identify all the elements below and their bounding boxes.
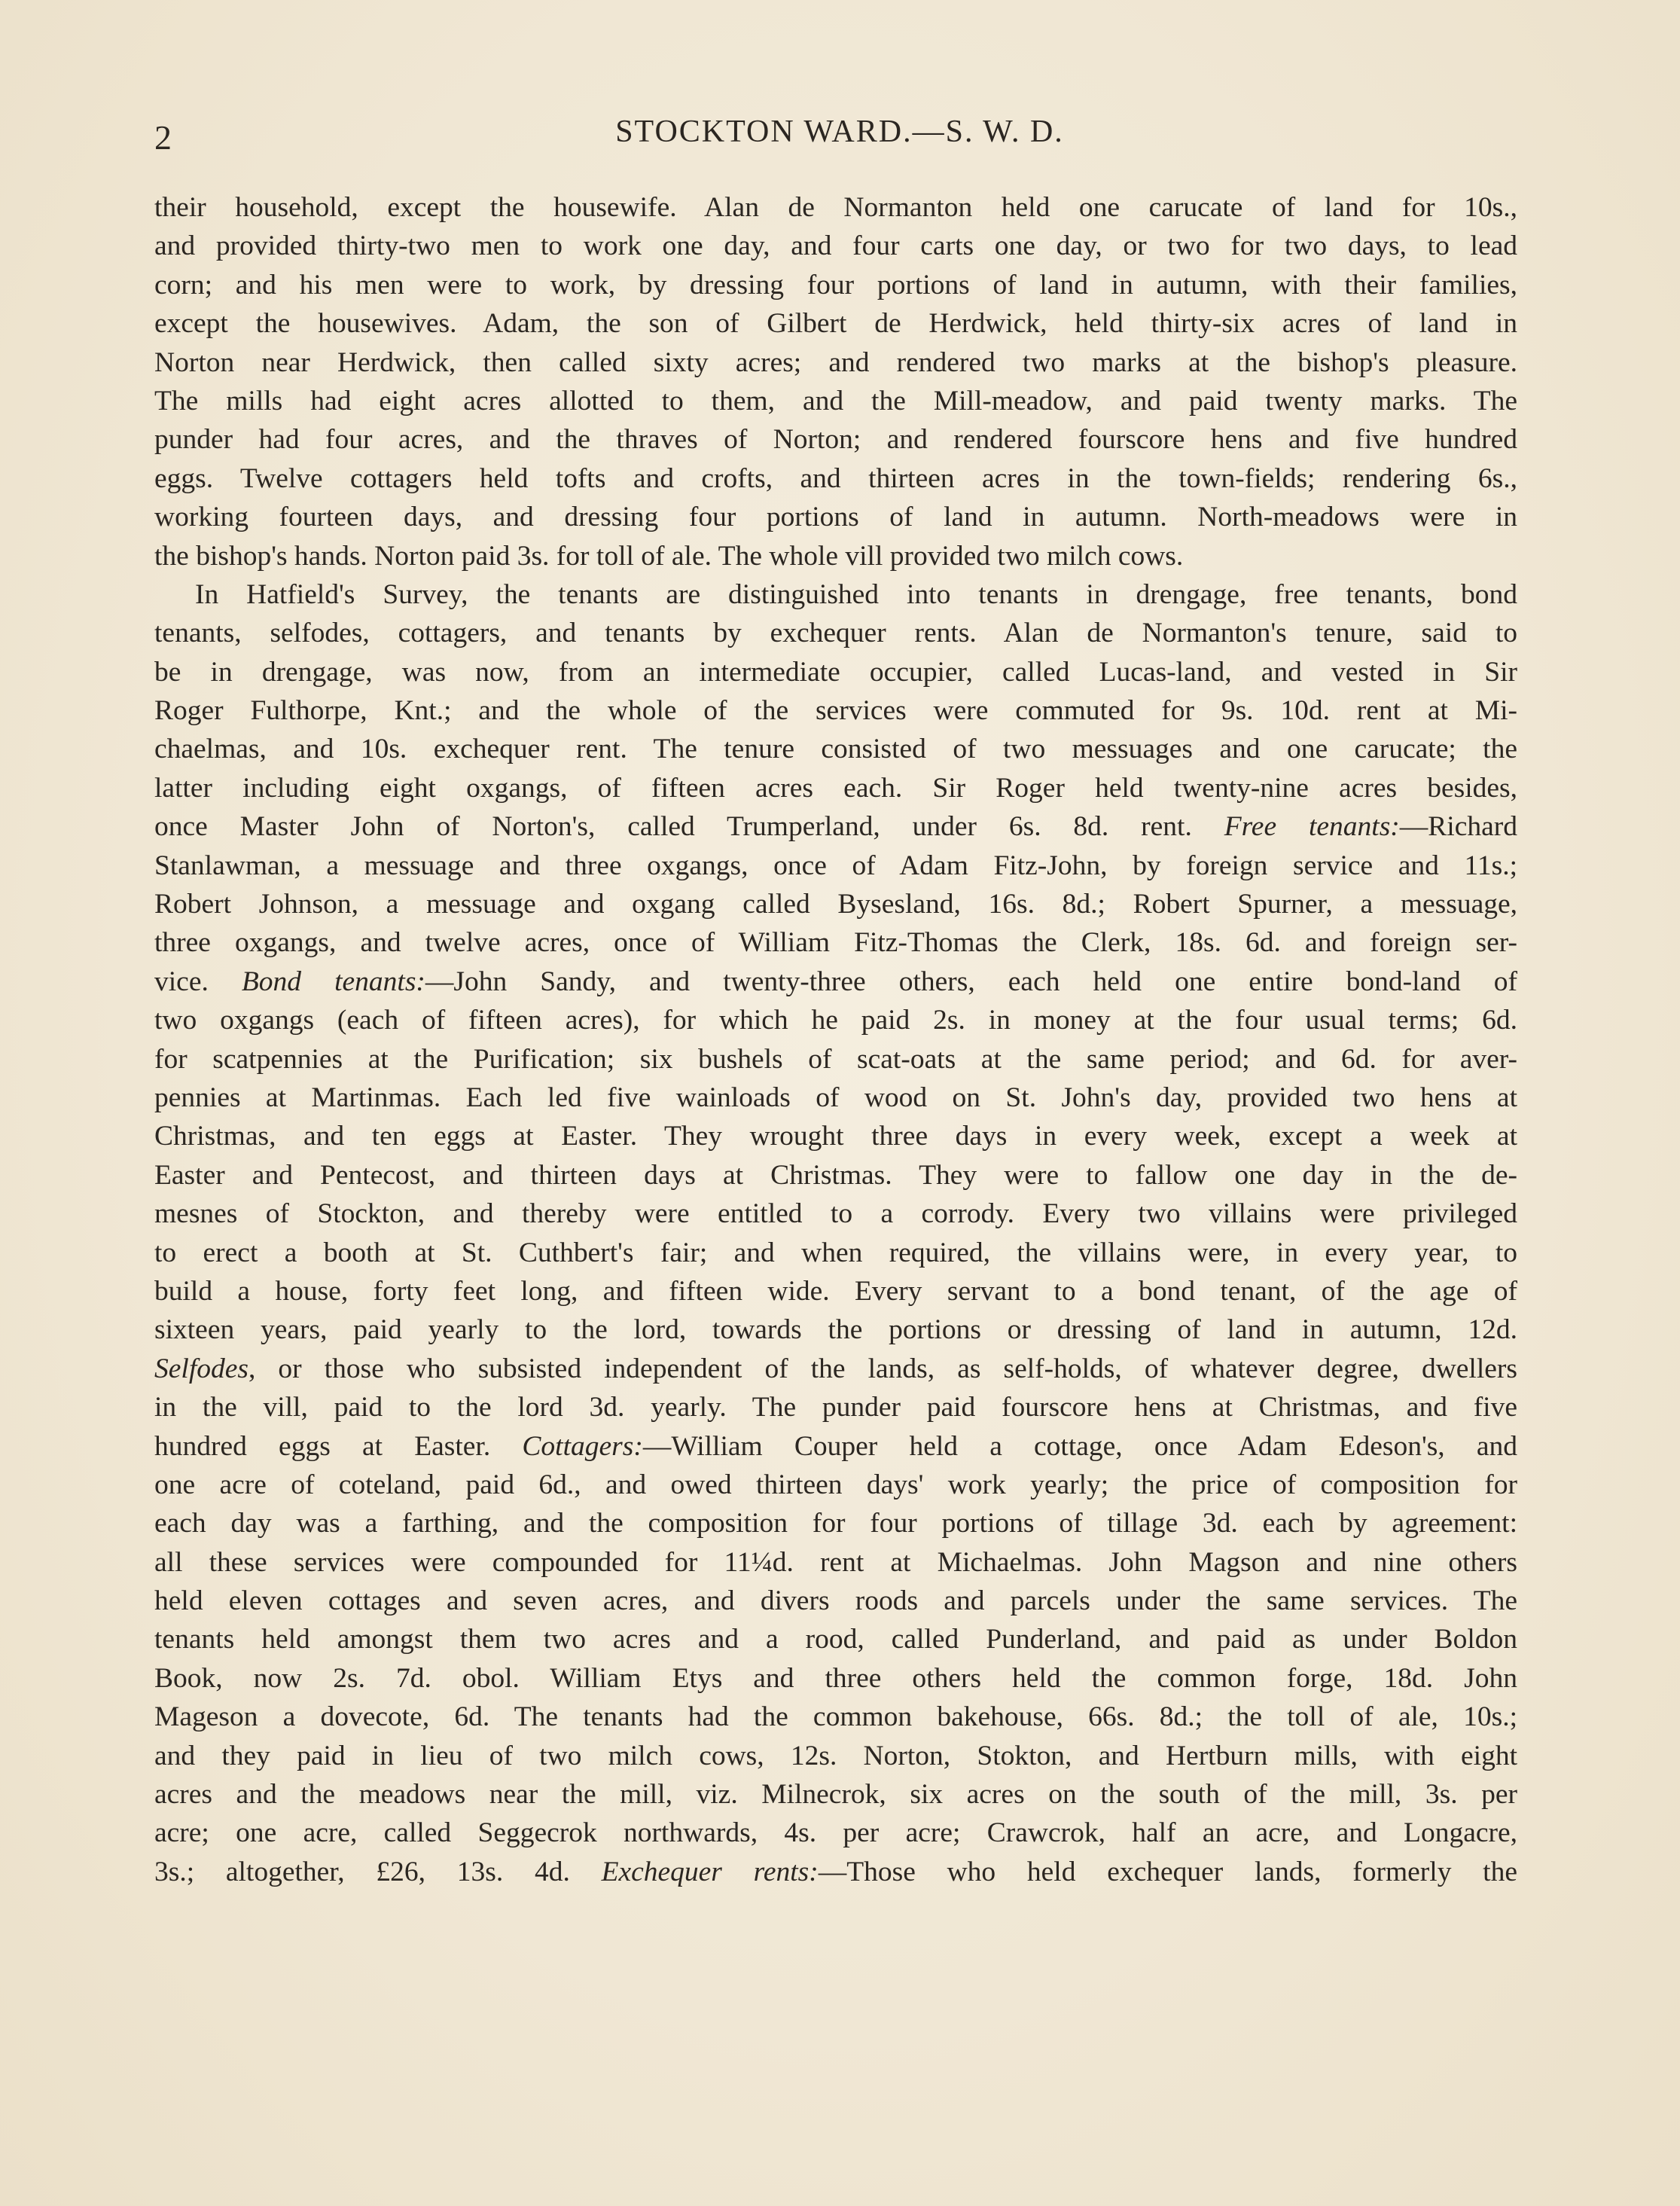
text-line: Norton near Herdwick, then called sixty acres; and rendered two marks at the bishop's pleasure. [154,346,1517,378]
text-line: working fourteen days, and dressing four portions of land in autumn. North-meadows were in [154,502,1517,533]
text-segment: hundred eggs at Easter. [154,1430,491,1462]
text-line: pennies at Martinmas. Each led five wainloads of wood on St. John's day, provided two hens at [154,1082,1517,1113]
text-line: and provided thirty-two men to work one day, and four carts one day, or two for two days, to lead [154,230,1517,262]
text-line: build a house, forty feet long, and fifteen wide. Every servant to a bond tenant, of the age of [154,1275,1517,1307]
text-segment: , or those who subsisted independent of the lands, as self-holds, of whatever degree, dwellers [248,1353,1517,1384]
text-line: sixteen years, paid yearly to the lord, towards the portions or dressing of land in autumn, 12d. [154,1314,1517,1346]
text-line: three oxgangs, and twelve acres, once of William Fitz-Thomas the Clerk, 18s. 6d. and foreign ser- [154,927,1517,959]
text-segment: —Richard [1399,811,1517,843]
text-line: all these services were compounded for 11¼d. rent at Michaelmas. John Magson and nine others [154,1546,1517,1578]
text-line: for scatpennies at the Purification; six bushels of scat-oats at the same period; and 6d. for aver- [154,1043,1517,1075]
italic-term-free-tenants: Free tenants: [1224,811,1400,843]
text-line: chaelmas, and 10s. exchequer rent. The tenure consisted of two messuages and one carucate; the [154,734,1517,765]
text-line: acres and the meadows near the mill, viz. Milnecrok, six acres on the south of the mill, 3s. per [154,1779,1517,1811]
italic-term-selfodes: Selfodes [154,1353,248,1384]
text-line: to erect a booth at St. Cuthbert's fair; and when required, the villains were, in every year, to [154,1237,1517,1268]
text-line [154,1427,1517,1466]
text-segment: vice. [154,966,209,997]
text-line: Mageson a dovecote, 6d. The tenants had the common bakehouse, 66s. 8d.; the toll of ale, 10s.; [154,1701,1517,1733]
text-line: each day was a farthing, and the composition for four portions of tillage 3d. each by agreement: [154,1508,1517,1539]
text-line: acre; one acre, called Seggecrok northwards, 4s. per acre; Crawcrok, half an acre, and Longacre, [154,1817,1517,1849]
text-line [154,1853,1517,1891]
text-line: Book, now 2s. 7d. obol. William Etys and three others held the common forge, 18d. John [154,1662,1517,1694]
text-line: mesnes of Stockton, and thereby were entitled to a corrody. Every two villains were privileged [154,1198,1517,1230]
text-segment: —Those who held exchequer lands, formerly the [818,1856,1517,1887]
text-line [154,1350,1517,1388]
text-line [154,963,1517,1001]
text-line: Roger Fulthorpe, Knt.; and the whole of the services were commuted for 9s. 10d. rent at Mi- [154,695,1517,727]
text-line: punder had four acres, and the thraves of Norton; and rendered fourscore hens and five hundred [154,424,1517,456]
text-line: The mills had eight acres allotted to them, and the Mill-meadow, and paid twenty marks. The [154,385,1517,416]
text-line: be in drengage, was now, from an intermediate occupier, called Lucas-land, and vested in Sir [154,656,1517,688]
body-text [154,188,1517,1891]
text-line: Stanlawman, a messuage and three oxgangs, once of Adam Fitz-John, by foreign service and 11s.; [154,850,1517,881]
text-line: tenants held amongst them two acres and a rood, called Punderland, and paid as under Boldon [154,1624,1517,1655]
text-segment: —William Couper held a cottage, once Adam Edeson's, and [642,1430,1517,1462]
text-line: in the vill, paid to the lord 3d. yearly. The punder paid fourscore hens at Christmas, and five [154,1392,1517,1423]
text-line: their household, except the housewife. Alan de Normanton held one carucate of land for 10s., [154,192,1517,223]
text-line: the bishop's hands. Norton paid 3s. for toll of ale. The whole vill provided two milch cows. [154,540,1184,572]
page-header [154,113,1525,158]
text-line: corn; and his men were to work, by dressing four portions of land in autumn, with their families, [154,269,1517,301]
text-line: Christmas, and ten eggs at Easter. They wrought three days in every week, except a week at [154,1121,1517,1152]
text-line [154,807,1517,846]
text-line: Robert Johnson, a messuage and oxgang called Bysesland, 16s. 8d.; Robert Spurner, a messuage, [154,889,1517,920]
text-line: Easter and Pentecost, and thirteen days at Christmas. They were to fallow one day in the de- [154,1159,1517,1191]
text-segment: —John Sandy, and twenty-three others, each held one entire bond-land of [425,966,1517,997]
text-segment: once Master John of Norton's, called Trumperland, under 6s. 8d. rent. [154,811,1192,843]
page-number: 2 [154,118,172,157]
text-segment: 3s.; altogether, £26, 13s. 4d. [154,1856,570,1887]
italic-term-bond-tenants: Bond tenants: [241,966,425,997]
italic-term-exchequer-rents: Exchequer rents: [601,1856,819,1887]
text-line: held eleven cottages and seven acres, and divers roods and parcels under the same services. The [154,1585,1517,1617]
running-title: STOCKTON WARD.—S. W. D. [615,114,1064,149]
paragraph-2 [154,575,1517,1891]
text-line: except the housewives. Adam, the son of Gilbert de Herdwick, held thirty-six acres of land in [154,308,1517,340]
text-line: one acre of coteland, paid 6d., and owed thirteen days' work yearly; the price of composition for [154,1469,1517,1500]
text-line: In Hatfield's Survey, the tenants are distinguished into tenants in drengage, free tenants, bond [195,578,1517,610]
text-line: latter including eight oxgangs, of fifteen acres each. Sir Roger held twenty-nine acres besides, [154,772,1517,804]
italic-term-cottagers: Cottagers: [522,1430,643,1462]
paragraph-1 [154,188,1517,575]
text-line: and they paid in lieu of two milch cows, 12s. Norton, Stokton, and Hertburn mills, with eight [154,1740,1517,1771]
text-line: eggs. Twelve cottagers held tofts and crofts, and thirteen acres in the town-fields; rendering 6s., [154,462,1517,494]
text-line: two oxgangs (each of fifteen acres), for which he paid 2s. in money at the four usual terms; 6d. [154,1005,1517,1036]
text-line: tenants, selfodes, cottagers, and tenants by exchequer rents. Alan de Normanton's tenure, said to [154,618,1517,649]
